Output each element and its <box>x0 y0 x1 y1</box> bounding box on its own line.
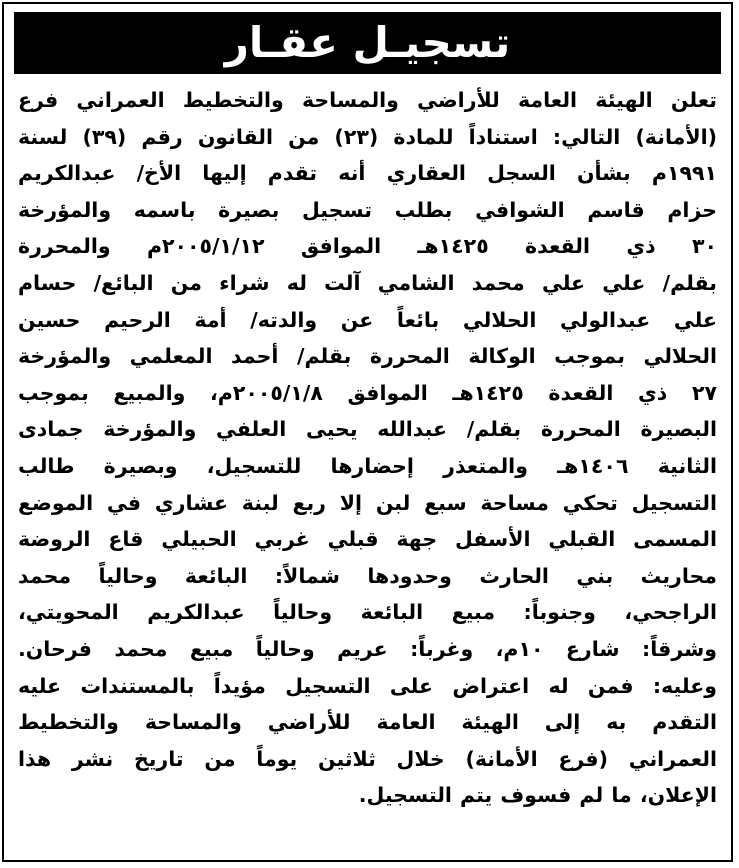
notice-box <box>2 2 733 862</box>
body-line: ١٩٩١م بشأن السجل العقاري أنه تقدم إليها الأخ/ عبدالكريم <box>18 161 717 186</box>
notice-body <box>18 82 717 814</box>
body-line: الثانية ١٤٠٦هـ والمتعذر إحضارها للتسجيل، وبصيرة طالب <box>18 453 717 478</box>
body-line: الراجحي، وجنوباً: مبيع البائعة وحالياً عبدالكريم المحويتي، <box>18 600 717 625</box>
notice-title: تسجيـل عقـار <box>224 18 511 67</box>
body-line: التسجيل تحكي مساحة سبع لبن إلا ربع لبنة عشاري في الموضع <box>18 490 717 515</box>
body-line: البصيرة المحررة بقلم/ عبدالله يحيى العلفي والمؤرخة جمادى <box>18 417 717 442</box>
body-line: الحلالي بموجب الوكالة المحررة بقلم/ أحمد المعلمي والمؤرخة <box>18 344 717 369</box>
body-line: (الأمانة) التالي: استناداً للمادة (٢٣) من القانون رقم (٣٩) لسنة <box>18 124 717 149</box>
body-line: ٢٧ ذي القعدة ١٤٢٥هـ الموافق ٢٠٠٥/١/٨م، والمبيع بموجب <box>18 380 717 405</box>
body-line: المسمى القبلي الأسفل جهة قبلي غربي الحبيلي قاع الروضة <box>18 527 717 552</box>
body-line: وشرقاً: شارع ١٠م، وغرباً: عريم وحالياً مبيع محمد فرحان. <box>18 636 717 661</box>
body-line: علي عبدالولي الحلالي بائعاً عن والدته/ أمة الرحيم حسين <box>18 307 717 332</box>
body-line: ٣٠ ذي القعدة ١٤٢٥هـ الموافق ٢٠٠٥/١/١٢م والمحررة <box>18 234 717 259</box>
body-line: الإعلان، ما لم فسوف يتم التسجيل. <box>358 783 717 808</box>
body-line: التقدم به إلى الهيئة العامة للأراضي والمساحة والتخطيط <box>18 710 717 735</box>
body-line: بقلم/ علي علي محمد الشامي آلت له شراء من البائع/ حسام <box>18 270 717 295</box>
body-line: وعليه: فمن له اعتراض على التسجيل مؤيداً بالمستندات عليه <box>18 673 717 698</box>
body-line: تعلن الهيئة العامة للأراضي والمساحة والتخطيط العمراني فرع <box>18 88 717 112</box>
body-line: حزام قاسم الشوافي بطلب تسجيل بصيرة باسمه والمؤرخة <box>18 197 717 222</box>
body-line: محاريث بني الحارث وحدودها شمالاً: البائعة وحالياً محمد <box>18 563 717 588</box>
body-line: العمراني (فرع الأمانة) خلال ثلاثين يوماً من تاريخ نشر هذا <box>18 746 717 771</box>
title-bar <box>14 12 721 74</box>
